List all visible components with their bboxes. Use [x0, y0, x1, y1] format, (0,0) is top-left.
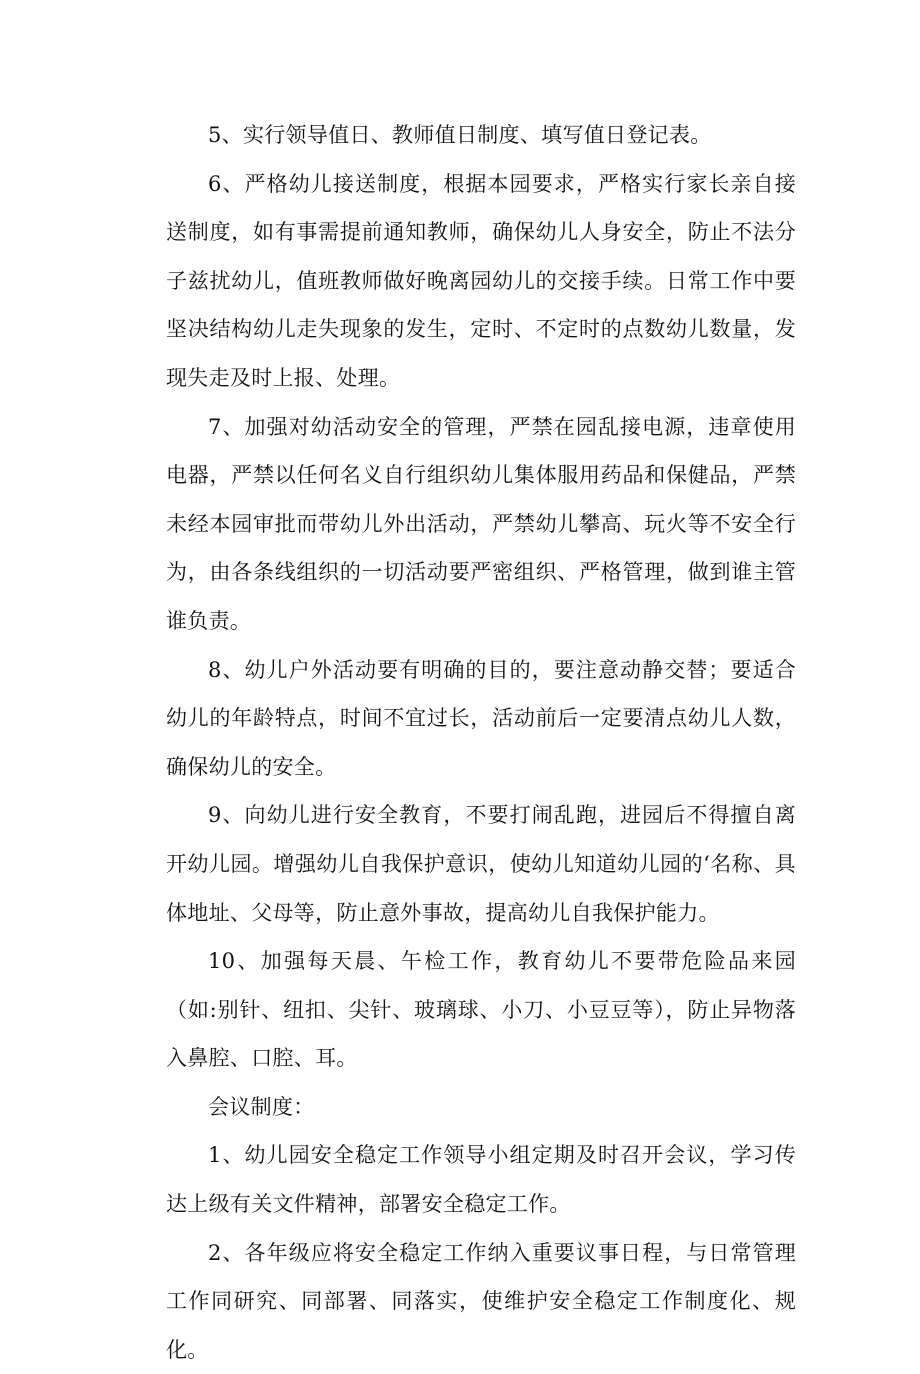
document-body	[166, 111, 796, 1374]
paragraph-item-6: 6、严格幼儿接送制度，根据本园要求，严格实行家长亲自接送制度，如有事需提前通知教师，确保幼儿人身安全，防止不法分子兹扰幼儿，值班教师做好晚离园幼儿的交接手续。日常工作中要坚决结构幼儿走失现象的发生，定时、不定时的点数幼儿数量，发现失走及时上报、处理。	[166, 171, 796, 390]
paragraph-item-10: 10、加强每天晨、午检工作，教育幼儿不要带危险品来园（如:别针、纽扣、尖针、玻璃球、小刀、小豆豆等），防止异物落入鼻腔、口腔、耳。	[166, 949, 796, 1071]
paragraph-meeting-1: 1、幼儿园安全稳定工作领导小组定期及时召开会议，学习传达上级有关文件精神，部署安全稳定工作。	[166, 1143, 796, 1217]
paragraph-item-9: 9、向幼儿进行安全教育，不要打闹乱跑，进园后不得擅自离开幼儿园。增强幼儿自我保护意识，使幼儿知道幼儿园的‘名称、具体地址、父母等，防止意外事故，提高幼儿自我保护能力。	[166, 803, 796, 925]
section-heading-meeting-rules: 会议制度：	[208, 1094, 315, 1119]
paragraph-item-8: 8、幼儿户外活动要有明确的目的，要注意动静交替；要适合幼儿的年龄特点，时间不宜过长，活动前后一定要清点幼儿人数，确保幼儿的安全。	[166, 657, 796, 779]
paragraph-meeting-2: 2、各年级应将安全稳定工作纳入重要议事日程，与日常管理工作同研究、同部署、同落实，使维护安全稳定工作制度化、规化。	[166, 1240, 796, 1362]
paragraph-item-5: 5、实行领导值日、教师值日制度、填写值日登记表。	[208, 123, 712, 147]
paragraph-item-7: 7、加强对幼活动安全的管理，严禁在园乱接电源，违章使用电器，严禁以任何名义自行组织幼儿集体服用药品和保健品，严禁未经本园审批而带幼儿外出活动，严禁幼儿攀高、玩火等不安全行为，由各条线组织的一切活动要严密组织、严格管理，做到谁主管谁负责。	[166, 414, 796, 633]
